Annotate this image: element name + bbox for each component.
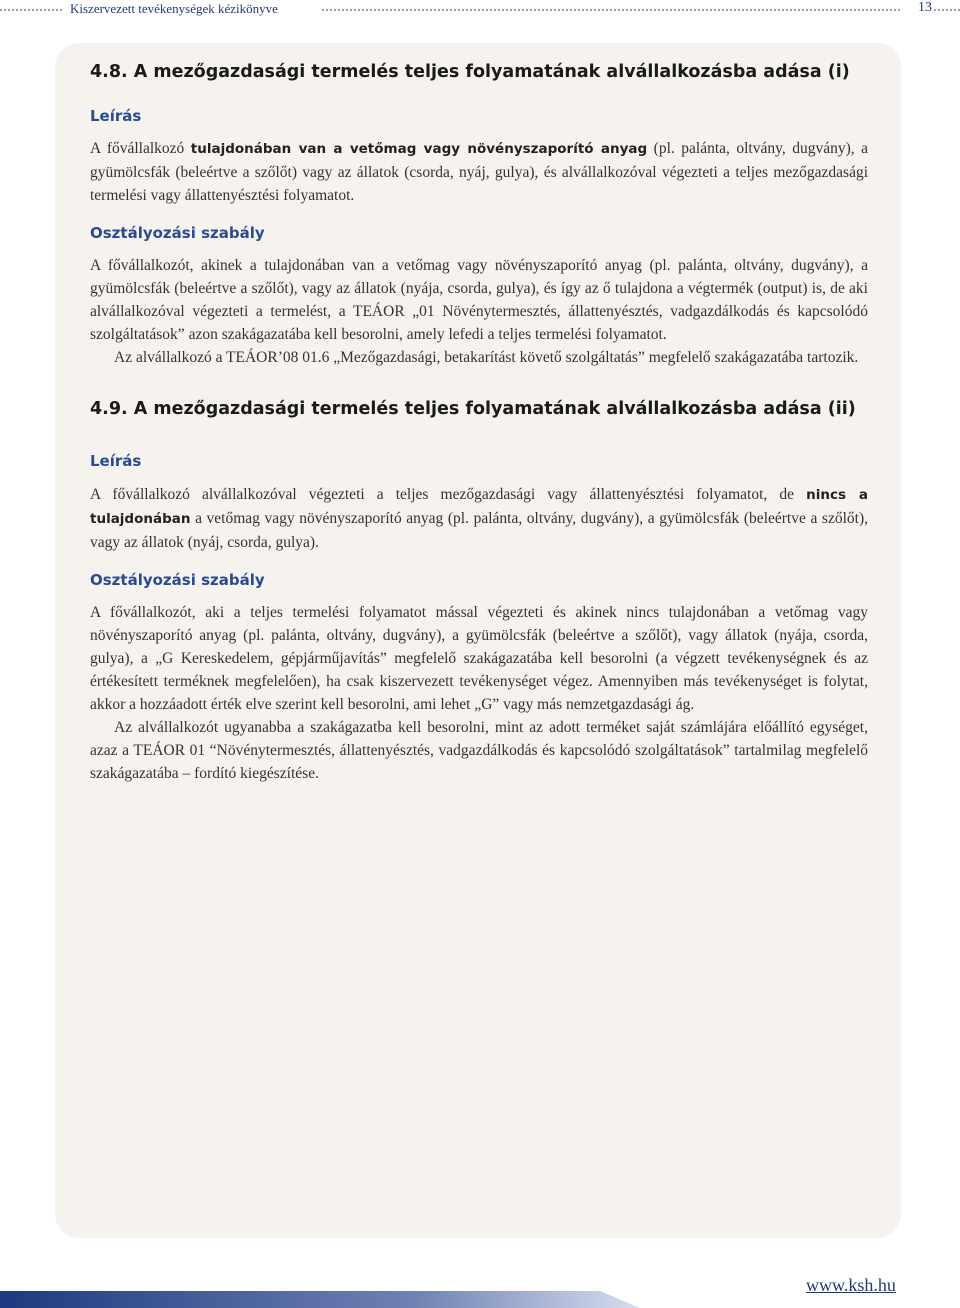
page-number: 13 (918, 0, 932, 15)
classification-rule-paragraph: Az alvállalkozót ugyanabba a szakágazatba kell besorolni, mint az adott terméket saját számlájára előállító egységet, azaz a TEÁOR 01 “Növénytermesztés, állattenyésztés, vadgazdálkodás és kapcsolódó szolgáltatások” tartalmilag megfelelő szakágazatába – fordító kiegészítése. (90, 719, 868, 782)
header-dotted-rule (0, 9, 62, 11)
text-run: a vetőmag vagy növényszaporító anyag (pl. palánta, oltvány, dugvány), a gyümölcsfák (beleértve a szőlőt), vagy az állatok (nyáj, csorda, gulya). (90, 510, 868, 551)
section-title-4-9: 4.9. A mezőgazdasági termelés teljes folyamatának alvállalkozásba adása (ii) (90, 399, 856, 419)
description-paragraph (90, 137, 868, 207)
bold-text-run: tulajdonában van a vetőmag vagy növényszaporító anyag (190, 141, 648, 157)
header-dotted-rule (934, 9, 960, 11)
text-run: A fővállalkozó alvállalkozóval végezteti a teljes mezőgazdasági vagy állattenyésztési folyamatot, de (90, 486, 807, 503)
description-heading: Leírás (90, 452, 142, 470)
running-title: Kiszervezett tevékenységek kézikönyve (70, 1, 278, 16)
classification-rule-heading: Osztályozási szabály (90, 224, 265, 242)
classification-rule-heading: Osztályozási szabály (90, 571, 265, 589)
header-dotted-rule (322, 9, 900, 11)
section-title-4-8: 4.8. A mezőgazdasági termelés teljes folyamatának alvállalkozásba adása (i) (90, 62, 850, 82)
classification-rule-paragraph: A fővállalkozót, aki a teljes termelési folyamatot mással végezteti és akinek nincs tulajdonában a vetőmag vagy növényszaporító anyag (pl. palánta, oltvány, dugvány), a gyümölcsfák (beleértve a szőlőt), vagy állatok (nyája, csorda, gulya), a „G Kereskedelem, gépjárműjavítás” megfelelő szakágazatába kell besorolni (a végzett tevékenységnek és az értékesített terméknek megfelelően), ha csak kiszervezett tevékenységet végez. Amennyiben más tevékenységet is folytat, akkor a hozzáadott érték elve szerint kell besorolni, ami lehet „G” vagy más nemzetgazdasági ág. (90, 604, 868, 713)
description-paragraph (90, 483, 868, 554)
description-heading: Leírás (90, 107, 142, 125)
bold-text-run: nincs a tulajdonában (90, 487, 869, 527)
classification-rule-paragraph: A fővállalkozót, akinek a tulajdonában van a vetőmag vagy növényszaporító anyag (pl. palánta, oltvány, dugvány), a gyümölcsfák (beleértve a szőlőt), vagy az állatok (nyája, csorda, gulya), és így az ő tulajdona a végtermék (output) is, de aki alvállalkozóval végezteti a termelést, a TEÁOR „01 Növénytermesztés, állattenyésztés, vadgazdálkodás és kapcsolódó szolgáltatások” azon szakágazatába kell besorolni, amely lefedi a teljes termelési folyamatot. (90, 257, 868, 343)
text-run: A fővállalkozó (90, 140, 191, 157)
footer-website-link[interactable]: www.ksh.hu (806, 1275, 896, 1295)
text-run: (pl. palánta, oltvány, dugvány), a gyümölcsfák (beleértve a szőlőt) vagy az állatok (csorda, nyáj, gulya), és alvállalkozóval végezteti a teljes mezőgazdasági termelési vagy állattenyésztési folyamatot. (90, 140, 869, 204)
page-content (90, 58, 868, 785)
classification-rule-paragraph: Az alvállalkozó a TEÁOR’08 01.6 „Mezőgazdasági, betakarítást követő szolgáltatás” megfelelő szakágazatába tartozik. (114, 349, 859, 366)
footer-brand-bar (0, 1291, 640, 1308)
running-header (0, 0, 960, 22)
